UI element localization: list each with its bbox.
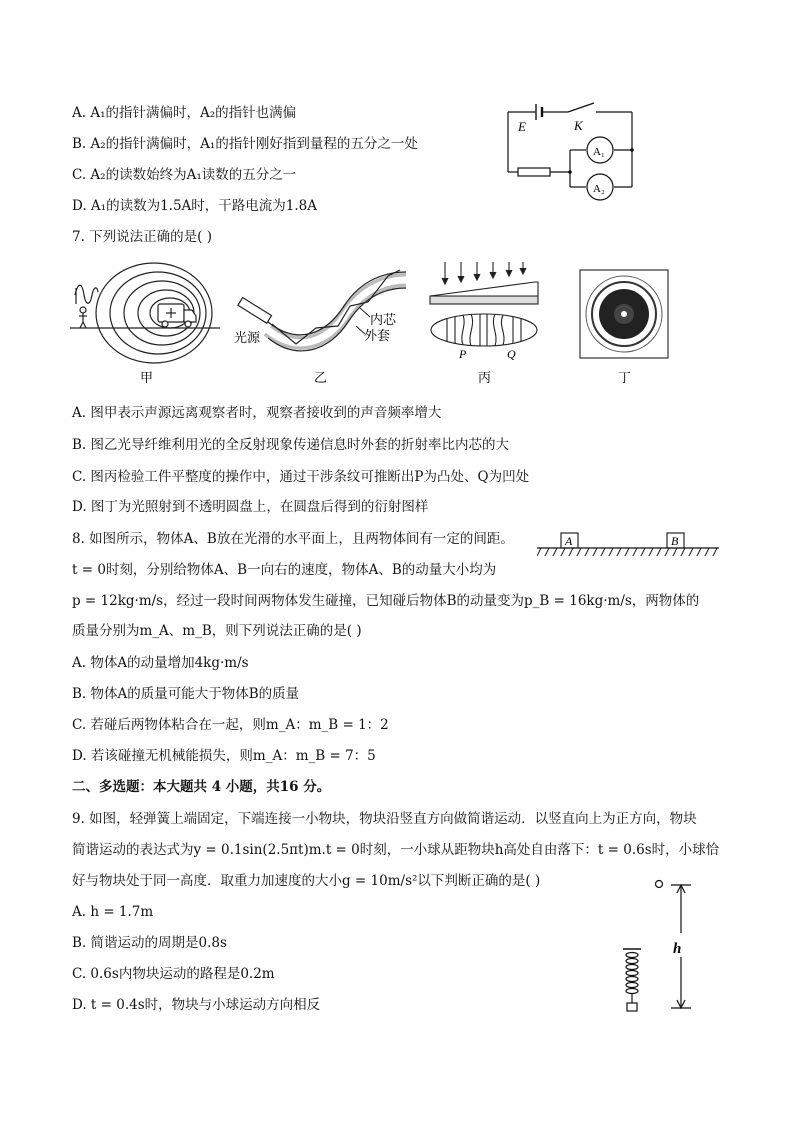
section-heading-multi-choice: 二、多选题：本大题共 4 小题，共16 分。 <box>72 779 331 795</box>
q8-label-a: A <box>565 534 573 548</box>
label-core: 内芯 <box>370 313 397 328</box>
q7-option-b: B. 图乙光导纤维利用光的全反射现象传递信息时外套的折射率比内芯的大 <box>72 437 510 453</box>
caption-bing: 丙 <box>478 371 492 385</box>
q8-option-d: D. 若该碰撞无机械能损失，则m_A：m_B = 7：5 <box>72 748 376 764</box>
q6-circuit-diagram <box>500 92 640 202</box>
q9-stem-line3: 好与物块处于同一高度．取重力加速度的大小g = 10m/s²以下判断正确的是( ) <box>72 873 541 889</box>
q7-option-d: D. 图丁为光照射到不透明圆盘上，在圆盘后得到的衍射图样 <box>72 499 429 515</box>
q6-option-b: B. A₂的指针满偏时，A₁的指针刚好指到量程的五分之一处 <box>72 136 418 152</box>
circuit-label-a1: A₁ <box>593 146 605 158</box>
label-cladding: 外套 <box>364 329 391 344</box>
q8-stem-line4: 质量分别为m_A、m_B，则下列说法正确的是( ) <box>72 623 362 639</box>
q8-option-a: A. 物体A的动量增加4kg·m/s <box>72 655 249 671</box>
q9-option-d: D. t = 0.4s时，物块与小球运动方向相反 <box>72 997 321 1013</box>
caption-jia: 甲 <box>140 371 154 385</box>
q6-option-a: A. A₁的指针满偏时，A₂的指针也满偏 <box>72 105 297 121</box>
q9-stem-line1: 9. 如图，轻弹簧上端固定，下端连接一小物块，物块沿竖直方向做简谐运动．以竖直向上为正方向，物块 <box>72 811 697 827</box>
q7-stem: 7. 下列说法正确的是( ) <box>72 229 212 245</box>
q7-figure-jia <box>70 260 220 385</box>
circuit-label-a2: A₂ <box>593 183 605 195</box>
q6-option-d: D. A₁的读数为1.5A时，干路电流为1.8A <box>72 198 318 214</box>
q7-figure-bing <box>425 260 545 385</box>
q7-figure-ding <box>578 268 673 385</box>
caption-ding: 丁 <box>618 371 632 385</box>
q7-option-c: C. 图丙检验工件平整度的操作中，通过干涉条纹可推断出P为凸处、Q为凹处 <box>72 469 530 485</box>
q9-option-b: B. 简谐运动的周期是0.8s <box>72 935 227 951</box>
q8-figure <box>537 530 722 560</box>
q7-option-a: A. 图甲表示声源远离观察者时，观察者接收到的声音频率增大 <box>72 405 442 421</box>
q8-option-b: B. 物体A的质量可能大于物体B的质量 <box>72 686 300 702</box>
q9-figure-spring <box>615 875 695 1015</box>
q8-stem-line2: t = 0时刻，分别给物体A、B一向右的速度，物体A、B的动量大小均为 <box>72 562 497 578</box>
q9-label-h: h <box>673 941 682 957</box>
label-p: P <box>459 347 467 361</box>
q8-stem-line1: 8. 如图所示，物体A、B放在光滑的水平面上，且两物体间有一定的间距。 <box>72 531 514 547</box>
q8-label-b: B <box>671 534 679 548</box>
q9-stem-line2: 简谐运动的表达式为y = 0.1sin(2.5πt)m.t = 0时刻，一小球从距物块h高处自由落下：t = 0.6s时，小球恰 <box>72 842 720 858</box>
q7-figure-yi <box>228 262 413 385</box>
q9-option-c: C. 0.6s内物块运动的路程是0.2m <box>72 966 275 982</box>
q6-option-c: C. A₂的读数始终为A₁读数的五分之一 <box>72 167 297 183</box>
circuit-label-k: K <box>574 118 583 133</box>
circuit-label-e: E <box>518 119 526 134</box>
caption-yi: 乙 <box>314 371 328 385</box>
label-q: Q <box>507 347 516 361</box>
q8-option-c: C. 若碰后两物体粘合在一起，则m_A：m_B = 1：2 <box>72 717 389 733</box>
q8-stem-line3: p = 12kg·m/s，经过一段时间两物体发生碰撞，已知碰后物体B的动量变为p_B = 16kg·m/s，两物体的 <box>72 593 700 609</box>
label-light-source: 光源 <box>234 331 261 346</box>
q9-option-a: A. h = 1.7m <box>72 904 154 920</box>
